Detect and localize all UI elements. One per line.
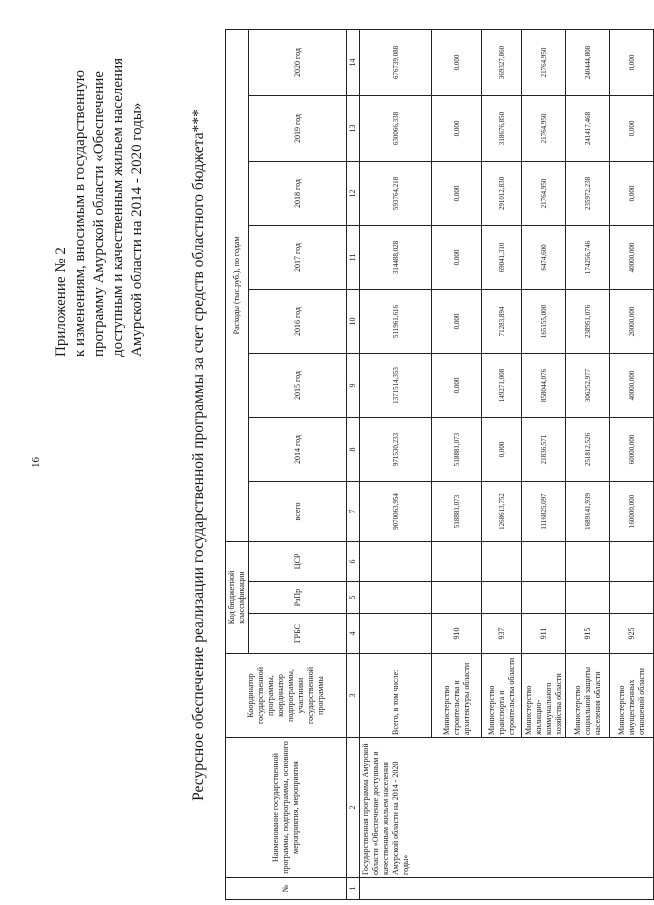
program-name-cell: Государственная программа Амурской области «Обеспечение доступным и качественным жильем населения Амурской области на 2014 - 2020 годы» [360, 738, 654, 878]
value-cell: 0,000 [432, 29, 482, 95]
rzpr-cell [610, 582, 654, 614]
grbs-cell: 910 [432, 614, 482, 654]
value-cell: 971530,233 [360, 418, 432, 482]
value-cell: 69041,310 [482, 226, 522, 290]
coordinator-cell: Министерство транспорта и строительства области [482, 654, 522, 738]
csr-cell [482, 542, 522, 582]
grbs-cell: 937 [482, 614, 522, 654]
rzpr-cell [482, 582, 522, 614]
grbs-cell: 911 [522, 614, 566, 654]
column-number-row [347, 29, 360, 899]
value-cell: 0,000 [610, 162, 654, 226]
column-number: 3 [347, 654, 360, 738]
header-name: Наименование государственной программы, подпрограммы, основного мероприятия, мероприятия [226, 738, 347, 878]
value-cell: 40000,000 [610, 226, 654, 290]
column-number: 4 [347, 614, 360, 654]
header-year: 2019 год [249, 96, 347, 162]
value-cell: 369327,860 [482, 29, 522, 95]
value-cell: 1689141,939 [566, 482, 610, 542]
column-number: 7 [347, 482, 360, 542]
rzpr-cell [566, 582, 610, 614]
coordinator-cell: Министерство имущественных отношений области [610, 654, 654, 738]
value-cell: 6474,600 [522, 226, 566, 290]
value-cell: 165155,000 [522, 290, 566, 354]
value-cell: 0,000 [432, 226, 482, 290]
value-cell: 60000,000 [610, 418, 654, 482]
column-number: 6 [347, 542, 360, 582]
value-cell: 518881,073 [432, 482, 482, 542]
value-cell: 858044,076 [522, 354, 566, 418]
value-cell: 1268613,752 [482, 482, 522, 542]
csr-cell [522, 542, 566, 582]
value-cell: 238951,076 [566, 290, 610, 354]
value-cell: 593764,218 [360, 162, 432, 226]
value-cell: 21764,950 [522, 29, 566, 95]
value-cell: 149271,008 [482, 354, 522, 418]
header-year: 2017 год [249, 226, 347, 290]
header-coordinator: Координатор государственной программы, координатор подпрограммы, участники государственной программы [226, 654, 347, 738]
column-number: 10 [347, 290, 360, 354]
csr-cell [610, 542, 654, 582]
value-cell: 318676,850 [482, 96, 522, 162]
value-cell: 20000,000 [610, 290, 654, 354]
coordinator-cell: Министерство строительства и архитектуры области [432, 654, 482, 738]
coordinator-cell: Министерство социальной защиты населения области [566, 654, 610, 738]
header-expenses: Расходы (тыс.руб.), по годам [226, 29, 249, 541]
column-number: 1 [347, 878, 360, 900]
header-year: 2016 год [249, 290, 347, 354]
page-number: 16 [30, 457, 42, 468]
appendix-line: к изменениям, вносимым в государственную [72, 70, 88, 357]
column-number: 9 [347, 354, 360, 418]
value-cell: 241417,468 [566, 96, 610, 162]
header-budget-code: Код бюджетной классификации [226, 542, 249, 654]
value-cell: 518881,073 [432, 418, 482, 482]
coordinator-cell: Министерство жилищно-коммунального хозяйства области [522, 654, 566, 738]
header-csr: ЦСР [249, 542, 347, 582]
header-rzpr: РзПр [249, 582, 347, 614]
appendix-line: программу Амурской области «Обеспечение [91, 71, 107, 357]
value-cell: 0,000 [432, 354, 482, 418]
value-cell: 1371514,353 [360, 354, 432, 418]
column-number: 8 [347, 418, 360, 482]
column-number: 13 [347, 96, 360, 162]
header-year: 2020 год [249, 29, 347, 95]
value-cell: 314488,028 [360, 226, 432, 290]
csr-cell [360, 542, 432, 582]
value-cell: 251812,526 [566, 418, 610, 482]
value-cell: 0,000 [610, 96, 654, 162]
value-cell: 306252,977 [566, 354, 610, 418]
value-cell: 240444,808 [566, 29, 610, 95]
header-grbs: ГРБС [249, 614, 347, 654]
column-number: 11 [347, 226, 360, 290]
column-number: 5 [347, 582, 360, 614]
value-cell: 40000,000 [610, 354, 654, 418]
column-number: 14 [347, 29, 360, 95]
header-year: 2014 год [249, 418, 347, 482]
csr-cell [432, 542, 482, 582]
rzpr-cell [432, 582, 482, 614]
document-title: Ресурсное обеспечение реализации государственной программы за счет средств областного бюджета*** [190, 109, 207, 801]
value-cell: 0,000 [610, 29, 654, 95]
table-row [360, 29, 432, 899]
value-cell: 160000,000 [610, 482, 654, 542]
grbs-cell: 925 [610, 614, 654, 654]
header-year: 2018 год [249, 162, 347, 226]
row-number-cell [360, 878, 654, 900]
value-cell: 21764,950 [522, 96, 566, 162]
column-number: 2 [347, 738, 360, 878]
value-cell: 9070063,954 [360, 482, 432, 542]
appendix-line: Приложение № 2 [53, 247, 69, 357]
value-cell: 235972,238 [566, 162, 610, 226]
rzpr-cell [522, 582, 566, 614]
value-cell: 0,000 [432, 290, 482, 354]
value-cell: 0,000 [482, 418, 522, 482]
appendix-line: Амурской области на 2014 - 2020 годы» [129, 102, 145, 357]
header-year: 2015 год [249, 354, 347, 418]
value-cell: 21764,950 [522, 162, 566, 226]
column-number: 12 [347, 162, 360, 226]
value-cell: 511961,616 [360, 290, 432, 354]
coordinator-cell: Всего, в том числе: [360, 654, 432, 738]
header-no: № [226, 878, 347, 900]
value-cell: 0,000 [432, 162, 482, 226]
grbs-cell: 915 [566, 614, 610, 654]
csr-cell [566, 542, 610, 582]
value-cell: 21836,571 [522, 418, 566, 482]
rzpr-cell [360, 582, 432, 614]
value-cell: 71283,894 [482, 290, 522, 354]
header-row [226, 29, 249, 899]
appendix-line: доступным и качественным жильем населения [110, 57, 126, 357]
header-total: всего [249, 482, 347, 542]
value-cell: 174256,746 [566, 226, 610, 290]
value-cell: 630066,338 [360, 96, 432, 162]
value-cell: 291012,830 [482, 162, 522, 226]
value-cell: 0,000 [432, 96, 482, 162]
grbs-cell [360, 614, 432, 654]
value-cell: 1116825,097 [522, 482, 566, 542]
budget-table [225, 29, 654, 900]
appendix-heading [52, 47, 147, 357]
value-cell: 676739,088 [360, 29, 432, 95]
